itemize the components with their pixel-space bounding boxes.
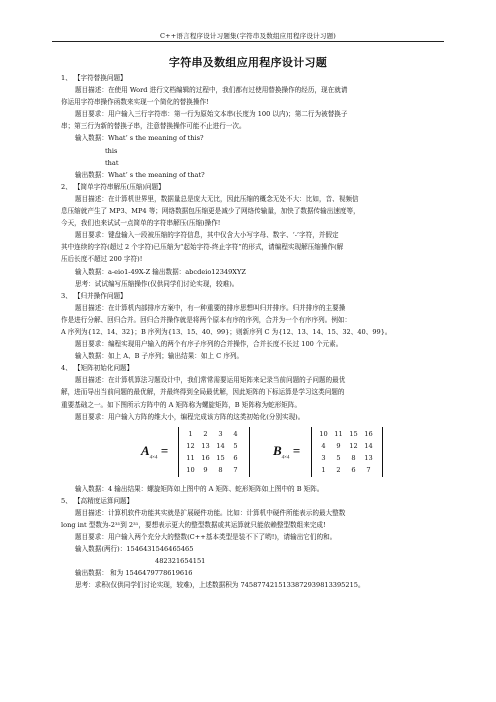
matrix-cell: 8	[218, 465, 223, 474]
s5-line6: 输出数据： 和为 1546479778619616	[75, 569, 193, 578]
section-2-heading: 2、 【简单字符串解压(压缩)问题】	[61, 182, 165, 191]
s5-line7: 思考：求积(仅供同学们讨论实现，较难)，上述数据积为 745877421513387293981339521​5。	[75, 581, 365, 590]
matrix-cell: 13	[364, 453, 373, 462]
matrix-cell: 11	[186, 453, 195, 462]
matrix-cell: 15	[349, 429, 358, 438]
s5-line1: 题目描述：计算机软件功能其实就是扩展硬件功能。比如：计算机中硬件所能表示的最大整数	[75, 508, 346, 517]
s3-line2: 作是进行分解、回归合并。回归合并操作就是将两个原本有序的序列，合并为一个有序序列。例如：	[61, 315, 352, 324]
s4-line5: 输入数据：4 输出结果：螺旋矩阵如上图中的 A 矩阵、蛇形矩阵如上图中的 B 矩阵。	[75, 484, 324, 493]
matrix-cell: 1	[188, 429, 193, 438]
matrix-cell: 13	[201, 441, 210, 450]
matrix-cell: 16	[201, 453, 210, 462]
matrix-cell: 5	[336, 453, 341, 462]
matrix-a-grid	[183, 429, 243, 476]
matrix-cell: 8	[351, 453, 356, 462]
matrix-a-label: $A_{4\times 4}$ =	[141, 442, 169, 461]
s2-line7: 输入数据：a-eio1-49X-Z 输出数据：abcdeio12349XYZ	[75, 267, 246, 276]
page-title: 字符串及数组应用程序设计习题	[168, 56, 328, 69]
matrix-cell: 9	[336, 441, 341, 450]
matrix-figure	[61, 425, 445, 483]
matrix-cell: 14	[216, 441, 225, 450]
matrix-cell: 1	[321, 465, 326, 474]
matrix-cell: 14	[364, 441, 373, 450]
matrix-cell: 7	[366, 465, 371, 474]
section-1-heading: 1、 【字符替换问题】	[61, 74, 127, 82]
s4-line4: 题目要求：用户输入方阵的维大小，编程完成该方阵的这类初始化(分别实现)。	[75, 412, 305, 421]
s5-line5: 482321654151	[155, 557, 206, 566]
s3-line1: 题目描述：在计算机内部排序方案中，有一种重要的排序思想叫归并排序。归并排序的主要操	[75, 303, 346, 312]
s2-line1: 题目描述：在计算机世界里，数据量总是庞大无比，因此压缩的概念无处不大：比如，音、视频信	[75, 194, 359, 203]
matrix-cell: 6	[233, 453, 238, 462]
s5-line4: 输入数据(两行)：1546431546465465	[75, 545, 194, 554]
matrix-cell: 9	[203, 465, 208, 474]
s4-line2: 解，进而导出当前问题的最优解，并最终得到全局最优解，因此矩阵的下标运算是学习这类问题的	[61, 388, 345, 397]
s3-line3: A 序列为{12、14、32}；B 序列为{13、15、40、99}；则新序列 C 为{12、13、14、15、32、40、99}。	[61, 327, 392, 336]
running-header: C++语言程序设计习题集(字符串及数组应用程序设计习题)	[159, 32, 337, 40]
s1-input-line2: this	[105, 146, 118, 155]
section-3-heading: 3、 【归并操作问题】	[61, 291, 127, 300]
s1-input-line1: 输入数据：What’ s the meaning of this?	[75, 134, 204, 143]
matrix-cell: 7	[233, 465, 238, 474]
section-5-heading: 5、 【高精度运算问题】	[61, 496, 134, 505]
matrix-b-label: $B_{4\times 4}$ =	[273, 442, 301, 461]
s1-desc-line1: 题目描述：在使用 Word 进行文档编辑的过程中，我们都有过使用替换操作的经历，现在就请	[75, 86, 348, 95]
s5-line2: long int 型数为-2³¹到 2³¹，要想表示更大的整型数据或其运算就只能依赖整型数组来完成!	[61, 521, 326, 529]
s2-line6: 压后长度不超过 200 字符)!	[61, 255, 143, 264]
matrix-cell: 6	[351, 465, 356, 474]
s5-line3: 题目要求：用户输入两个充分大的整数(C++基本类型是装不下了哟!)，请输出它们的和。	[75, 533, 337, 542]
s3-line4: 题目要求：编程实现用户输入的两个有序子序列的合并操作，合并长度不长过 100 个元素。	[75, 340, 343, 349]
matrix-cell: 4	[233, 429, 238, 438]
matrix-cell: 15	[216, 453, 225, 462]
s2-line3: 今天，我们也来试试一点简单的字符串解压(压缩)操作!	[61, 219, 221, 228]
s2-line4: 题目要求：键盘输入一段被压缩的字符信息，其中仅含大小写字母、数字、‘-’字符，并假定	[75, 231, 339, 240]
matrix-cell: 11	[334, 429, 343, 438]
matrix-cell: 3	[218, 429, 223, 438]
s2-line8: 思考：试试编写压缩操作(仅供同学们讨论实现，较难)。	[75, 279, 239, 288]
matrix-cell: 10	[186, 465, 195, 474]
matrix-cell: 2	[203, 429, 208, 438]
s1-req-line2: 串；第三行为新的替换子串，注意替换操作可能不止进行一次。	[61, 122, 246, 131]
s1-output-line: 输出数据：What’ s the meaning of that?	[75, 170, 205, 179]
s1-input-line3: that	[105, 158, 119, 167]
matrix-cell: 12	[186, 441, 195, 450]
s4-line3: 重要基础之一。如下图所示方阵中的 A 矩阵称为螺旋矩阵，B 矩阵称为蛇形矩阵。	[61, 400, 302, 409]
matrix-cell: 4	[321, 441, 326, 450]
matrix-cell: 3	[321, 453, 326, 462]
s1-desc-line2: 你运用字符串操作函数来实现一个简化的替换操作!	[61, 98, 209, 107]
matrix-a	[178, 427, 250, 477]
section-4-heading: 4、 【矩阵初始化问题】	[61, 364, 134, 373]
s3-line5: 输入数据：如上 A、B 子序列；输出结果：如上 C 序列。	[75, 352, 244, 361]
matrix-b-grid	[316, 429, 376, 476]
s2-line2: 息压缩就产生了 MP3、MP4 等；网络数据包压缩更是减少了网络传输量，加快了数据传输出速度等，	[61, 207, 360, 216]
s2-line5: 其中连续的字符(超过 2 个字符)已压缩为“起始字符-终止字符”的形式，请编程实现解压缩操作(解	[61, 243, 344, 252]
document-body	[61, 72, 445, 592]
matrix-cell: 5	[233, 441, 238, 450]
matrix-b	[311, 427, 383, 477]
s1-req-line1: 题目要求：用户输入三行字符串：第一行为原始文本串(长度为 100 以内)；第二行为被替换子	[75, 110, 348, 119]
matrix-cell: 2	[336, 465, 341, 474]
matrix-cell: 10	[319, 429, 328, 438]
matrix-cell: 16	[364, 429, 373, 438]
header-rule	[52, 41, 444, 42]
s4-line1: 题目描述：在计算机算法习题设计中，我们常常需要运用矩阵来记录当前问题的子问题的最优	[75, 376, 346, 385]
matrix-cell: 12	[349, 441, 358, 450]
